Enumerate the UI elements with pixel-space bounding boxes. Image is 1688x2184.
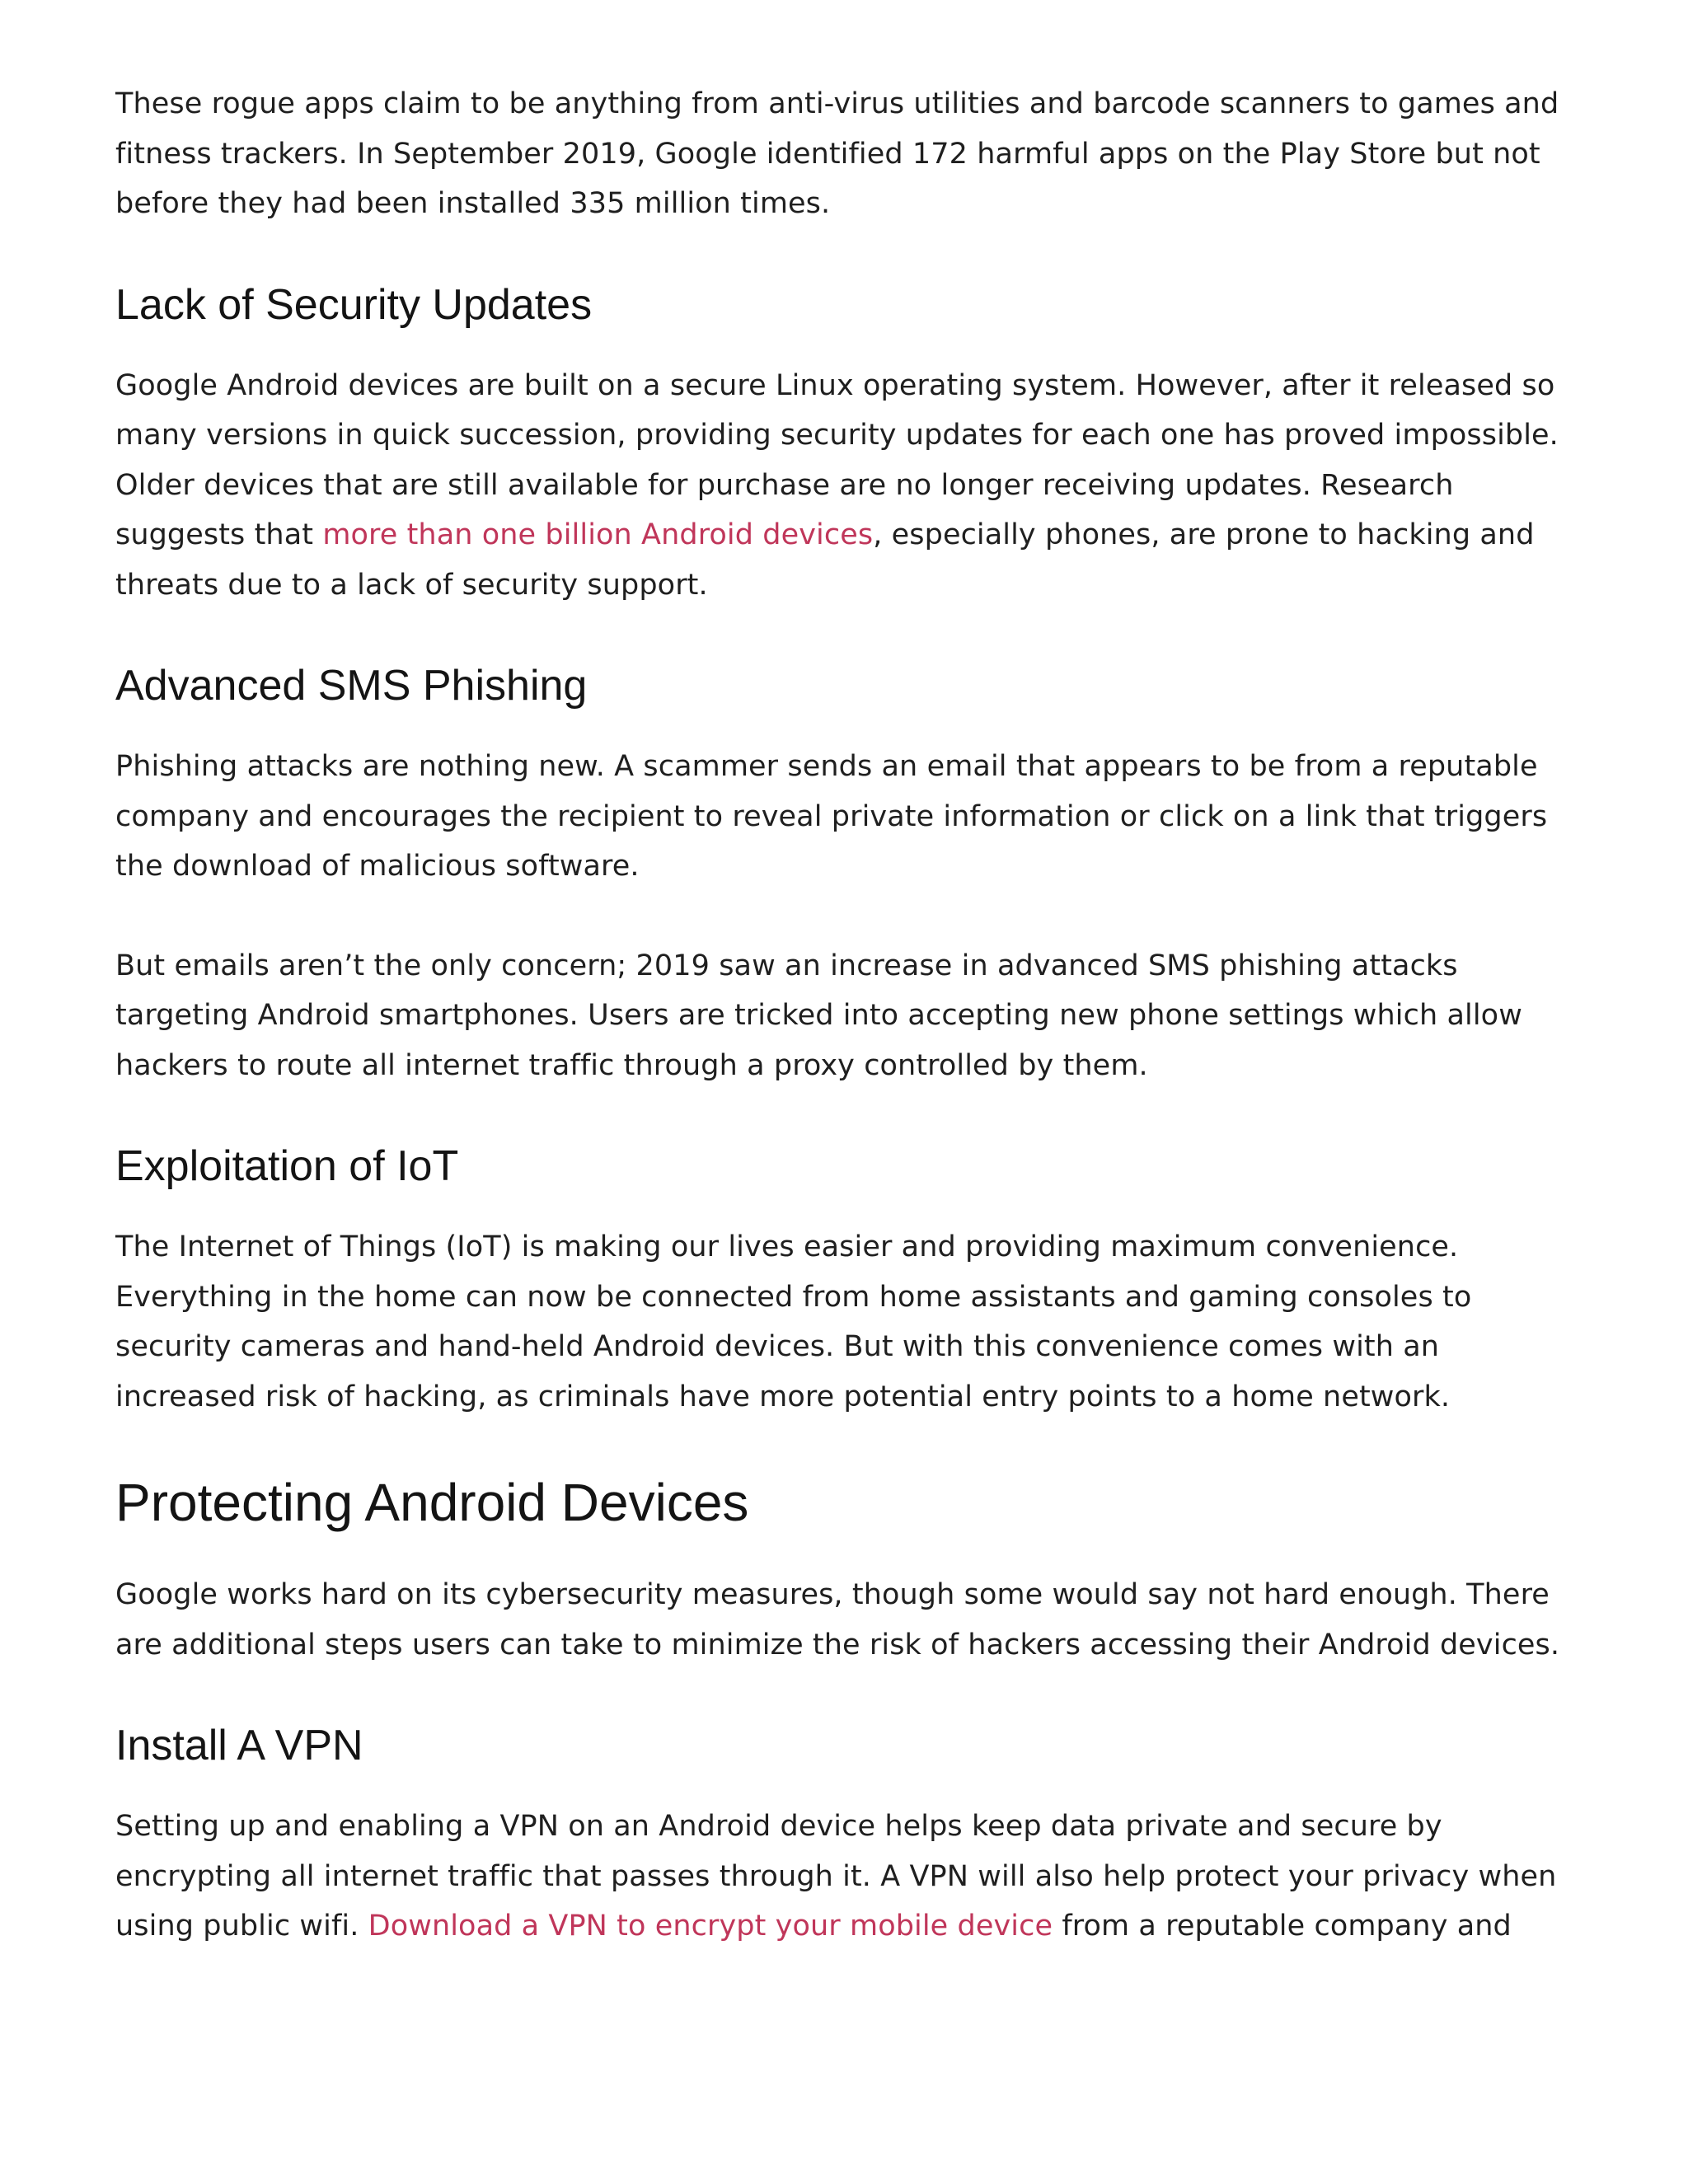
paragraph-rogue-apps: These rogue apps claim to be anything from anti-virus utilities and barcode scanners to games and fitness trackers. In September 2019, Google identified 172 harmful apps on the Play Store but not before they had been installed 335 million times.	[115, 87, 1559, 220]
link-billion-android-devices[interactable]: more than one billion Android devices	[322, 518, 874, 551]
paragraph-vpn-text-2: from a reputable company and	[1053, 1910, 1512, 1943]
heading-protecting-android: Protecting Android Devices	[115, 1473, 749, 1532]
paragraph-security-text-1: Google Android devices are built on a secure Linux operating system. However, after it released so many versions in quick succession, providing security updates for each one has proved impossible. Older devices that are still available for purchase are no longer receiving updates. Research suggests that	[115, 368, 1559, 551]
heading-iot: Exploitation of IoT	[115, 1142, 459, 1190]
paragraph-iot: The Internet of Things (IoT) is making our lives easier and providing maximum convenience. Everything in the home can now be connected from home assistants and gaming consoles to security cameras and hand-held Android devices. But with this convenience comes with an increased risk of hacking, as criminals have more potential entry points to a home network.	[115, 1230, 1472, 1413]
paragraph-phishing-2: But emails aren’t the only concern; 2019 saw an increase in advanced SMS phishing attacks targeting Android smartphones. Users are tricked into accepting new phone settings which allow hackers to route all internet traffic through a proxy controlled by them.	[115, 949, 1522, 1082]
heading-install-vpn: Install A VPN	[115, 1722, 363, 1769]
paragraph-security-updates	[115, 361, 1573, 611]
heading-security-updates: Lack of Security Updates	[115, 280, 593, 329]
paragraph-security-text-2: , especially phones, are prone to hacking and threats due to a lack of security support.	[115, 518, 1535, 602]
heading-sms-phishing: Advanced SMS Phishing	[115, 662, 588, 710]
paragraph-protecting: Google works hard on its cybersecurity measures, though some would say not hard enough. There are additional steps users can take to minimize the risk of hackers accessing their Android devices.	[115, 1578, 1560, 1661]
paragraph-vpn	[115, 1802, 1573, 1952]
link-download-vpn[interactable]: Download a VPN to encrypt your mobile device	[368, 1910, 1053, 1943]
paragraph-phishing-1: Phishing attacks are nothing new. A scammer sends an email that appears to be from a reputable company and encourages the recipient to reveal private information or click on a link that triggers the download of malicious software.	[115, 750, 1548, 883]
paragraph-vpn-text-1: Setting up and enabling a VPN on an Android device helps keep data private and secure by encrypting all internet traffic that passes through it. A VPN will also help protect your privacy when using public wifi.	[115, 1810, 1557, 1943]
